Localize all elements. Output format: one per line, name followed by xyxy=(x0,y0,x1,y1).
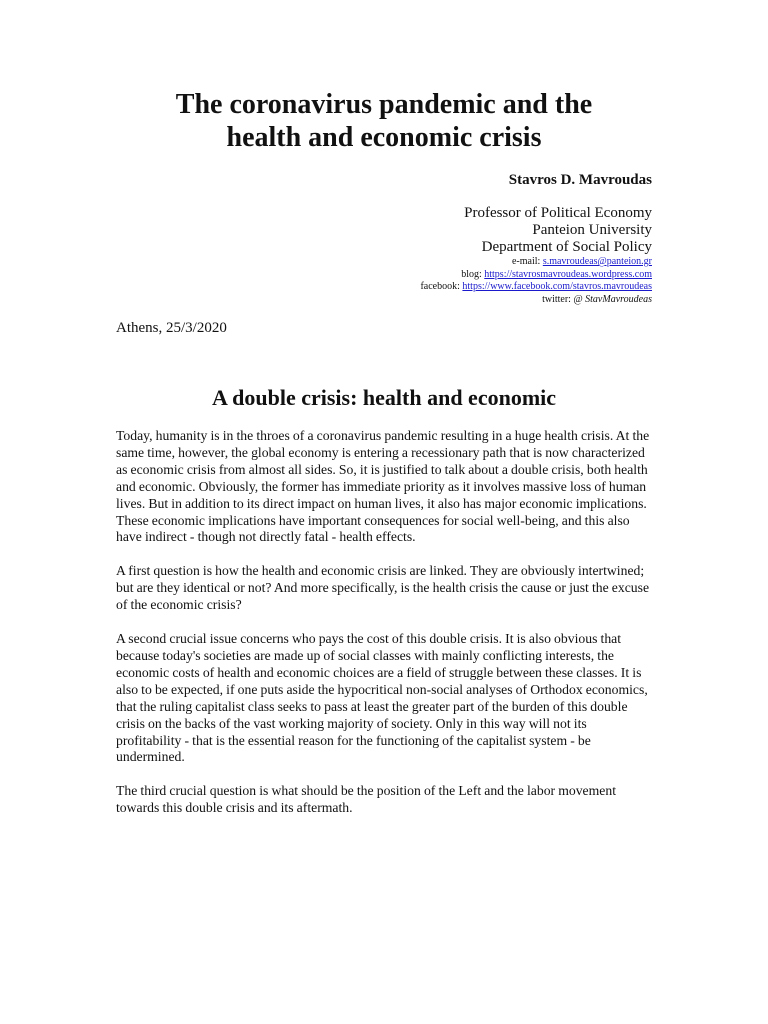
affiliation-university: Panteion University xyxy=(532,222,652,238)
author-affiliation xyxy=(464,205,652,256)
affiliation-department: Department of Social Policy xyxy=(481,239,652,255)
paragraph: Today, humanity is in the throes of a coronavirus pandemic resulting in a huge health crisis. At the same time, however, the global economy is entering a recessionary path that is now characterized as economic crisis from almost all sides. So, it is justified to talk about a double crisis, both health and economic. Obviously, the former has immediate priority as it involves massive loss of human lives. But in addition to its direct impact on human lives, it also has major economic implications. These economic implications have important consequences for social well-being, and this also have indirect - though not directly fatal - health effects. xyxy=(116,428,650,545)
blog-label: blog: xyxy=(461,268,485,280)
author-name: Stavros D. Mavroudas xyxy=(508,172,652,188)
contact-blog-line xyxy=(420,269,652,282)
paragraph: The third crucial question is what should be the position of the Left and the labor movement towards this double crisis and its aftermath. xyxy=(116,783,616,816)
facebook-link[interactable]: https://www.facebook.com/stavros.mavroudeas xyxy=(462,281,652,292)
contact-block xyxy=(420,256,652,306)
place-date: Athens, 25/3/2020 xyxy=(116,320,227,336)
contact-twitter-line xyxy=(420,294,652,307)
twitter-label: twitter: @ xyxy=(542,293,586,305)
body-text xyxy=(116,428,652,834)
paragraph: A second crucial issue concerns who pays the cost of this double crisis. It is also obvious that because today's societies are made up of social classes with mainly conflicting interests, the economic costs of health and economic choices are a field of struggle between these classes. It is also to be expected, if one puts aside the hypocritical non-social analyses of Orthodox economics, that the ruling capitalist class seeks to pass at least the greater part of the burden of this double crisis on the backs of the vast working majority of society. Only in this way will not its profitability - that is the essential reason for the functioning of the capitalist system - be undermined. xyxy=(116,631,648,765)
contact-email-line xyxy=(420,256,652,269)
title-line-2: health and economic crisis xyxy=(226,122,542,153)
affiliation-position: Professor of Political Economy xyxy=(464,205,652,221)
paragraph: A first question is how the health and economic crisis are linked. They are obviously intertwined; but are they identical or not? And more specifically, is the health crisis the cause or just the excuse of the economic crisis? xyxy=(116,563,650,613)
title-line-1: The coronavirus pandemic and the xyxy=(175,89,593,120)
facebook-label: facebook: xyxy=(420,281,463,292)
email-link[interactable]: s.mavroudeas@panteion.gr xyxy=(542,256,652,267)
contact-facebook-line xyxy=(420,281,652,294)
document-title xyxy=(100,88,668,154)
email-label: e-mail: xyxy=(511,256,543,267)
twitter-handle: StavMavroudeas xyxy=(585,293,652,305)
section-heading: A double crisis: health and economic xyxy=(211,385,557,410)
blog-link[interactable]: https://stavrosmavroudeas.wordpress.com xyxy=(484,268,652,280)
